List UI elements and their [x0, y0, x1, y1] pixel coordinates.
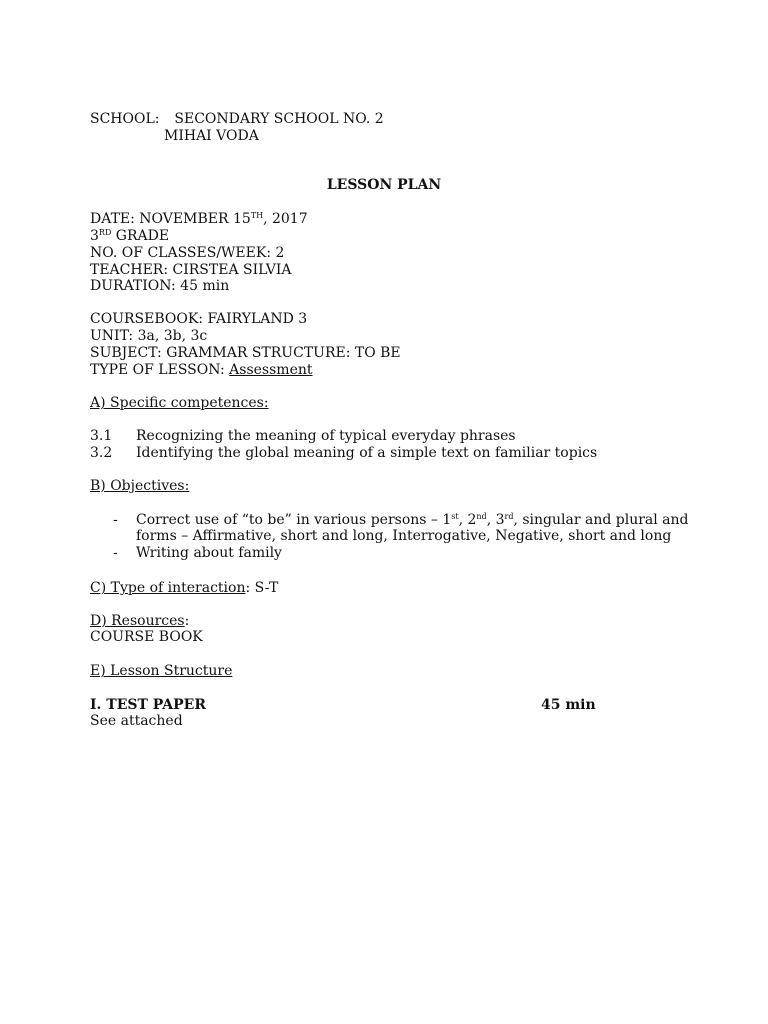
school-name: SECONDARY SCHOOL NO. 2 — [174, 111, 384, 127]
resources-colon: : — [184, 613, 190, 629]
date-year: , 2017 — [263, 211, 308, 227]
interaction-heading: C) Type of interaction — [90, 580, 246, 596]
competence-item — [90, 428, 516, 445]
resources-value: COURSE BOOK — [90, 629, 203, 645]
objective-text: , singular and plural and — [513, 512, 689, 528]
objective-superscript: rd — [504, 512, 514, 521]
date-superscript: TH — [250, 211, 264, 220]
coursebook-line: COURSEBOOK: FAIRYLAND 3 — [90, 311, 308, 327]
competence-text: Recognizing the meaning of typical everyday phrases — [136, 428, 516, 444]
grade-text: GRADE — [111, 228, 170, 244]
resources-heading-line — [90, 613, 189, 630]
unit-line: UNIT: 3a, 3b, 3c — [90, 328, 208, 344]
date-line — [90, 211, 308, 228]
lesson-type-value: Assessment — [229, 362, 313, 378]
lesson-type-label: TYPE OF LESSON: — [90, 362, 230, 378]
lesson-type-line — [90, 362, 313, 379]
competence-item — [90, 445, 597, 462]
objective-superscript: st — [451, 512, 459, 521]
objective-text: Correct use of “to be” in various persons – 1 — [136, 512, 452, 528]
section-note: See attached — [90, 713, 183, 729]
competence-number: 3.2 — [90, 445, 113, 461]
grade-line — [90, 228, 169, 245]
school-label: SCHOOL: — [90, 111, 160, 127]
subject-line: SUBJECT: GRAMMAR STRUCTURE: TO BE — [90, 345, 401, 361]
objective-item: Writing about family — [136, 545, 282, 561]
objective-bullet: - — [113, 545, 118, 561]
grade-number: 3 — [90, 228, 99, 244]
objective-superscript: nd — [476, 512, 487, 521]
resources-heading: D) Resources — [90, 613, 185, 629]
objective-bullet: - — [113, 512, 118, 528]
competence-number: 3.1 — [90, 428, 113, 444]
section-title: I. TEST PAPER — [90, 697, 206, 713]
school-line — [90, 111, 384, 128]
competences-heading: A) Specific competences: — [90, 395, 269, 411]
competence-text: Identifying the global meaning of a simple text on familiar topics — [136, 445, 598, 461]
objective-text: , 2 — [458, 512, 477, 528]
school-name-line2: MIHAI VODA — [164, 128, 259, 144]
classes-line: NO. OF CLASSES/WEEK: 2 — [90, 245, 285, 261]
objective-item — [136, 512, 689, 529]
interaction-line — [90, 580, 278, 597]
section-time: 45 min — [541, 697, 596, 713]
interaction-value: : S-T — [245, 580, 279, 596]
duration-line: DURATION: 45 min — [90, 278, 230, 294]
page-title: LESSON PLAN — [326, 177, 442, 193]
teacher-line: TEACHER: CIRSTEA SILVIA — [90, 262, 292, 278]
objective-text: , 3 — [486, 512, 505, 528]
objective-item-continued: forms – Affirmative, short and long, Interrogative, Negative, short and long — [136, 528, 672, 544]
date-text: DATE: NOVEMBER 15 — [90, 211, 251, 227]
grade-superscript: RD — [98, 228, 112, 237]
structure-heading: E) Lesson Structure — [90, 663, 233, 679]
objectives-heading: B) Objectives: — [90, 478, 190, 494]
